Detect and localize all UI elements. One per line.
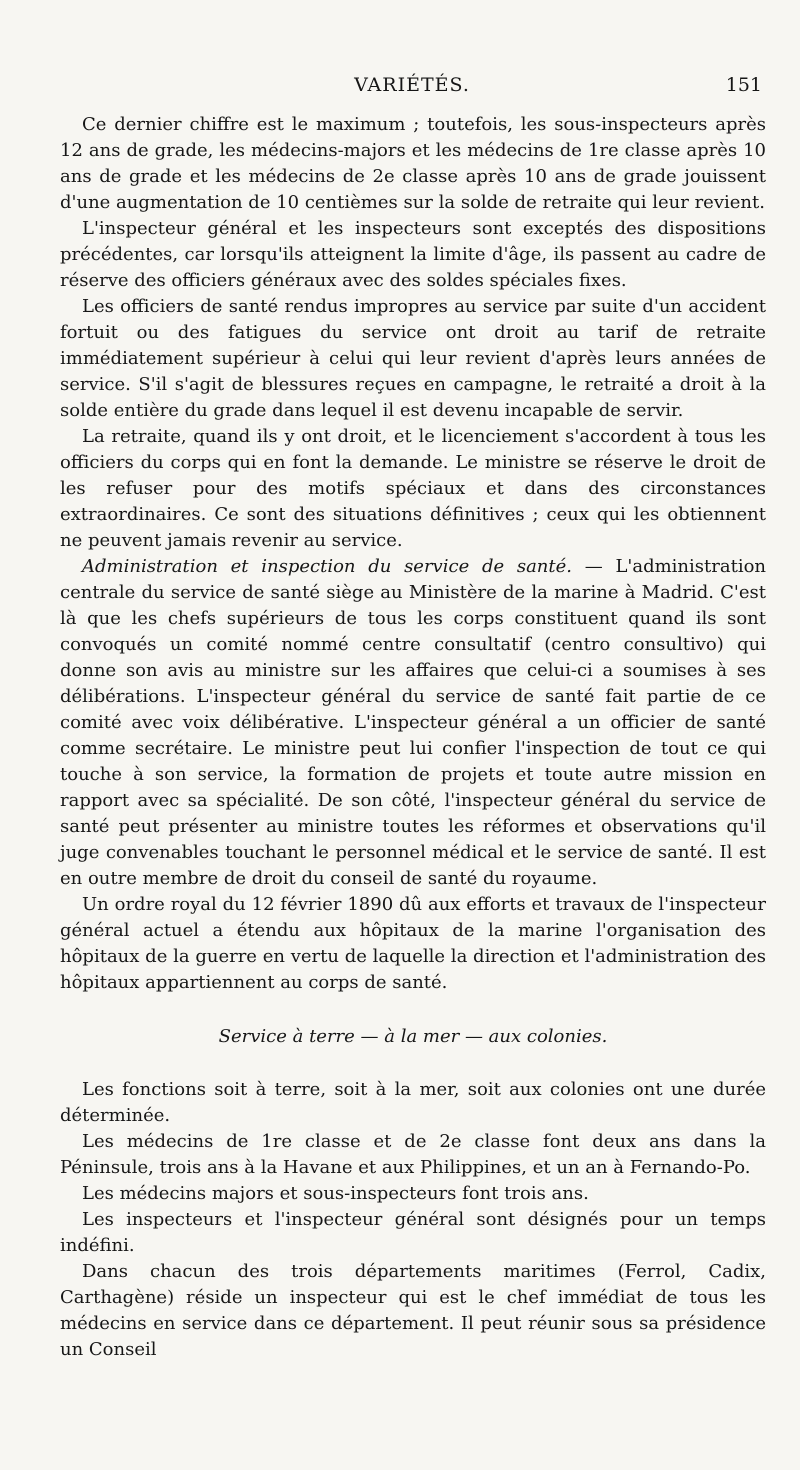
page-body (60, 112, 766, 1363)
paragraph: L'inspecteur général et les inspecteurs sont exceptés des dispositions précédentes, car lorsqu'ils atteignent la limite d'âge, ils passent au cadre de réserve des officiers généraux avec des soldes spéciales fixes. (60, 218, 766, 291)
running-title: VARIÉTÉS. (354, 74, 470, 96)
paragraph: Un ordre royal du 12 février 1890 dû aux efforts et travaux de l'inspecteur général actuel a étendu aux hôpitaux de la marine l'organisation des hôpitaux de la guerre en vertu de laquelle la direction et l'administration des hôpitaux appartiennent au corps de santé. (60, 894, 766, 993)
paragraph: Les médecins de 1re classe et de 2e classe font deux ans dans la Péninsule, trois ans à la Havane et aux Philippines, et un an à Fernando-Po. (60, 1131, 766, 1178)
page-header (62, 70, 762, 104)
paragraph: Les médecins majors et sous-inspecteurs font trois ans. (82, 1183, 589, 1204)
paragraph: Les inspecteurs et l'inspecteur général sont désignés pour un temps indéfini. (60, 1209, 766, 1256)
section-heading: Service à terre — à la mer — aux colonies. (218, 1026, 608, 1047)
page-number: 151 (725, 74, 762, 96)
paragraph: Ce dernier chiffre est le maximum ; toutefois, les sous-inspecteurs après 12 ans de grade, les médecins-majors et les médecins de 1re classe après 10 ans de grade et les médecins de 2e classe après 10 ans de grade jouissent d'une augmentation de 10 centièmes sur la solde de retraite qui leur revient. (60, 114, 766, 213)
section-text: — L'administration centrale du service de santé siège au Ministère de la marine à Madrid. C'est là que les chefs supérieurs de tous les corps constituent quand ils sont convoqués un comité nommé centre consultatif (centro consultivo) qui donne son avis au ministre sur les affaires que celui-ci a soumises à ses délibérations. L'inspecteur général du service de santé fait partie de ce comité avec voix délibérative. L'inspecteur général a un officier de santé comme secrétaire. Le ministre peut lui confier l'inspection de tout ce qui touche à son service, la formation de projets et toute autre mission en rapport avec sa spécialité. De son côté, l'inspecteur général du service de santé peut présenter au ministre toutes les réformes et observations qu'il juge convenables touchant le personnel médical et le service de santé. Il est en outre membre de droit du conseil de santé du royaume. (60, 556, 767, 889)
paragraph (60, 554, 766, 892)
paragraph: Les fonctions soit à terre, soit à la mer, soit aux colonies ont une durée déterminée. (60, 1079, 766, 1126)
section-title: Administration et inspection du service de santé. (82, 556, 573, 577)
paragraph: La retraite, quand ils y ont droit, et le licenciement s'accordent à tous les officiers du corps qui en font la demande. Le ministre se réserve le droit de les refuser pour des motifs spéciaux et dans des circonstances extraordinaires. Ce sont des situations définitives ; ceux qui les obtiennent ne peuvent jamais revenir au service. (60, 426, 766, 551)
paragraph: Les officiers de santé rendus impropres au service par suite d'un accident fortuit ou des fatigues du service ont droit au tarif de retraite immédiatement supérieur à celui qui leur revient d'après leurs années de service. S'il s'agit de blessures reçues en campagne, le retraité a droit à la solde entière du grade dans lequel il est devenu incapable de servir. (60, 296, 766, 421)
paragraph: Dans chacun des trois départements maritimes (Ferrol, Cadix, Carthagène) réside un inspecteur qui est le chef immédiat de tous les médecins en service dans ce département. Il peut réunir sous sa présidence un Conseil (60, 1261, 766, 1360)
